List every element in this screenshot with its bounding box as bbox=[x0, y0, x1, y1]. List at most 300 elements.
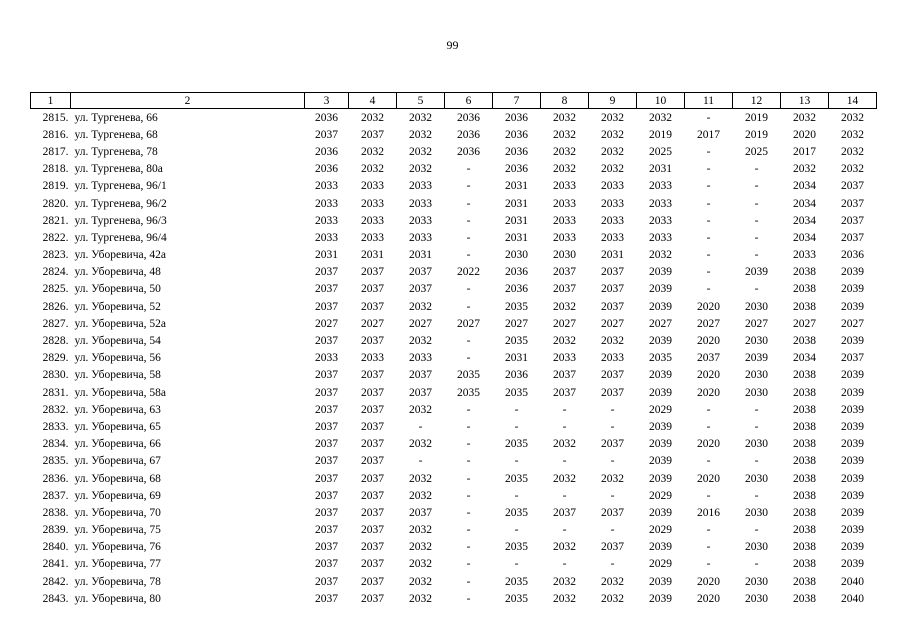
year-cell-col-6: - bbox=[466, 420, 471, 433]
address-cell: ул. Уборевича, 77 bbox=[74, 558, 161, 571]
year-cell-col-4: 2033 bbox=[361, 352, 384, 365]
year-cell-col-4: 2037 bbox=[361, 128, 384, 141]
year-cell-col-14: 2039 bbox=[841, 266, 864, 279]
year-cell-col-5: 2031 bbox=[409, 249, 432, 262]
year-cell-col-9: 2033 bbox=[601, 197, 624, 210]
year-cell-col-6: - bbox=[466, 197, 471, 210]
column-header-1: 1 bbox=[31, 93, 71, 109]
year-cell-col-13: 2020 bbox=[793, 128, 816, 141]
year-cell-col-10: 2033 bbox=[649, 180, 672, 193]
column-header-10: 10 bbox=[637, 93, 685, 109]
year-cell-col-14: 2037 bbox=[841, 231, 864, 244]
year-cell-col-11: 2017 bbox=[697, 128, 720, 141]
year-cell-col-10: 2029 bbox=[649, 403, 672, 416]
row-number: 2827. bbox=[42, 317, 69, 330]
year-cell-col-12: - bbox=[754, 163, 759, 176]
year-cell-col-12: - bbox=[754, 420, 759, 433]
year-cell-col-6: - bbox=[466, 472, 471, 485]
table-row bbox=[31, 367, 877, 384]
year-cell-col-5: 2032 bbox=[409, 163, 432, 176]
year-cell-col-9: 2037 bbox=[601, 266, 624, 279]
year-cell-col-10: 2033 bbox=[649, 231, 672, 244]
year-cell-col-10: 2039 bbox=[649, 386, 672, 399]
year-cell-col-4: 2032 bbox=[361, 145, 384, 158]
year-cell-col-8: - bbox=[562, 403, 567, 416]
year-cell-col-13: 2034 bbox=[793, 197, 816, 210]
year-cell-col-9: 2032 bbox=[601, 335, 624, 348]
year-cell-col-12: - bbox=[754, 489, 759, 502]
year-cell-col-10: 2039 bbox=[649, 506, 672, 519]
address-cell: ул. Уборевича, 63 bbox=[74, 403, 161, 416]
year-cell-col-10: 2039 bbox=[649, 283, 672, 296]
year-cell-col-13: 2038 bbox=[793, 369, 816, 382]
year-cell-col-9: 2033 bbox=[601, 214, 624, 227]
year-cell-col-3: 2037 bbox=[315, 506, 338, 519]
year-cell-col-10: 2032 bbox=[649, 249, 672, 262]
table-row bbox=[31, 590, 877, 607]
year-cell-col-8: 2033 bbox=[553, 352, 576, 365]
year-cell-col-4: 2037 bbox=[361, 506, 384, 519]
address-cell: ул. Уборевича, 65 bbox=[74, 420, 161, 433]
table-row bbox=[31, 143, 877, 160]
year-cell-col-11: - bbox=[706, 163, 711, 176]
table-row bbox=[31, 522, 877, 539]
year-cell-col-10: 2019 bbox=[649, 128, 672, 141]
year-cell-col-9: 2037 bbox=[601, 283, 624, 296]
year-cell-col-9: 2032 bbox=[601, 592, 624, 605]
schedule-table bbox=[30, 92, 877, 607]
year-cell-col-13: 2038 bbox=[793, 438, 816, 451]
year-cell-col-11: - bbox=[706, 111, 711, 124]
table-row bbox=[31, 384, 877, 401]
year-cell-col-5: 2032 bbox=[409, 438, 432, 451]
year-cell-col-9: - bbox=[610, 524, 615, 537]
year-cell-col-7: - bbox=[514, 455, 519, 468]
year-cell-col-9: - bbox=[610, 558, 615, 571]
address-cell: ул. Уборевича, 78 bbox=[74, 575, 161, 588]
year-cell-col-4: 2037 bbox=[361, 541, 384, 554]
year-cell-col-12: 2019 bbox=[745, 111, 768, 124]
year-cell-col-10: 2039 bbox=[649, 575, 672, 588]
year-cell-col-3: 2037 bbox=[315, 575, 338, 588]
year-cell-col-7: 2036 bbox=[505, 128, 528, 141]
table-row bbox=[31, 195, 877, 212]
year-cell-col-12: 2030 bbox=[745, 506, 768, 519]
address-cell: ул. Уборевича, 52 bbox=[74, 300, 161, 313]
year-cell-col-5: 2033 bbox=[409, 231, 432, 244]
year-cell-col-8: 2033 bbox=[553, 231, 576, 244]
year-cell-col-11: - bbox=[706, 403, 711, 416]
year-cell-col-7: 2035 bbox=[505, 575, 528, 588]
year-cell-col-5: - bbox=[418, 455, 423, 468]
year-cell-col-3: 2033 bbox=[315, 214, 338, 227]
column-header-4: 4 bbox=[349, 93, 397, 109]
year-cell-col-8: 2032 bbox=[553, 541, 576, 554]
year-cell-col-12: - bbox=[754, 403, 759, 416]
year-cell-col-13: 2038 bbox=[793, 386, 816, 399]
year-cell-col-14: 2039 bbox=[841, 541, 864, 554]
year-cell-col-8: 2032 bbox=[553, 111, 576, 124]
row-number: 2834. bbox=[42, 438, 69, 451]
year-cell-col-7: - bbox=[514, 420, 519, 433]
table-body bbox=[31, 109, 877, 608]
year-cell-col-9: 2037 bbox=[601, 438, 624, 451]
year-cell-col-11: 2020 bbox=[697, 438, 720, 451]
address-cell: ул. Уборевича, 75 bbox=[74, 524, 161, 537]
year-cell-col-13: 2038 bbox=[793, 472, 816, 485]
year-cell-col-10: 2029 bbox=[649, 524, 672, 537]
year-cell-col-6: - bbox=[466, 541, 471, 554]
year-cell-col-4: 2037 bbox=[361, 283, 384, 296]
year-cell-col-9: 2037 bbox=[601, 300, 624, 313]
year-cell-col-9: 2037 bbox=[601, 386, 624, 399]
year-cell-col-13: 2038 bbox=[793, 506, 816, 519]
row-number: 2820. bbox=[42, 197, 69, 210]
row-number: 2824. bbox=[42, 266, 69, 279]
year-cell-col-5: 2032 bbox=[409, 128, 432, 141]
year-cell-col-6: - bbox=[466, 283, 471, 296]
table-row bbox=[31, 332, 877, 349]
year-cell-col-12: 2030 bbox=[745, 386, 768, 399]
year-cell-col-14: 2039 bbox=[841, 506, 864, 519]
year-cell-col-13: 2038 bbox=[793, 300, 816, 313]
year-cell-col-5: 2032 bbox=[409, 472, 432, 485]
year-cell-col-3: 2037 bbox=[315, 335, 338, 348]
year-cell-col-5: 2027 bbox=[409, 317, 432, 330]
year-cell-col-11: - bbox=[706, 214, 711, 227]
year-cell-col-9: 2032 bbox=[601, 111, 624, 124]
year-cell-col-10: 2029 bbox=[649, 489, 672, 502]
year-cell-col-9: - bbox=[610, 420, 615, 433]
year-cell-col-7: 2035 bbox=[505, 438, 528, 451]
year-cell-col-13: 2033 bbox=[793, 249, 816, 262]
year-cell-col-6: - bbox=[466, 524, 471, 537]
table-row bbox=[31, 315, 877, 332]
year-cell-col-11: 2037 bbox=[697, 352, 720, 365]
year-cell-col-5: 2032 bbox=[409, 524, 432, 537]
row-number: 2829. bbox=[42, 352, 69, 365]
year-cell-col-12: 2039 bbox=[745, 266, 768, 279]
year-cell-col-6: 2035 bbox=[457, 386, 480, 399]
address-cell: ул. Уборевича, 69 bbox=[74, 489, 161, 502]
year-cell-col-5: 2032 bbox=[409, 300, 432, 313]
year-cell-col-12: - bbox=[754, 283, 759, 296]
year-cell-col-3: 2036 bbox=[315, 145, 338, 158]
year-cell-col-9: 2027 bbox=[601, 317, 624, 330]
year-cell-col-3: 2037 bbox=[315, 541, 338, 554]
year-cell-col-10: 2039 bbox=[649, 420, 672, 433]
year-cell-col-12: - bbox=[754, 214, 759, 227]
year-cell-col-9: 2032 bbox=[601, 145, 624, 158]
year-cell-col-13: 2038 bbox=[793, 524, 816, 537]
year-cell-col-8: 2032 bbox=[553, 335, 576, 348]
year-cell-col-10: 2031 bbox=[649, 163, 672, 176]
year-cell-col-4: 2037 bbox=[361, 592, 384, 605]
year-cell-col-4: 2037 bbox=[361, 558, 384, 571]
year-cell-col-3: 2033 bbox=[315, 352, 338, 365]
year-cell-col-4: 2037 bbox=[361, 300, 384, 313]
address-cell: ул. Уборевича, 80 bbox=[74, 592, 161, 605]
year-cell-col-11: 2020 bbox=[697, 300, 720, 313]
year-cell-col-8: - bbox=[562, 489, 567, 502]
year-cell-col-8: 2037 bbox=[553, 283, 576, 296]
address-cell: ул. Тургенева, 68 bbox=[74, 128, 158, 141]
address-cell: ул. Тургенева, 96/1 bbox=[74, 180, 167, 193]
table-row bbox=[31, 126, 877, 143]
row-number: 2835. bbox=[42, 455, 69, 468]
year-cell-col-5: 2032 bbox=[409, 558, 432, 571]
year-cell-col-12: 2030 bbox=[745, 438, 768, 451]
year-cell-col-7: - bbox=[514, 524, 519, 537]
year-cell-col-5: 2032 bbox=[409, 145, 432, 158]
year-cell-col-4: 2037 bbox=[361, 575, 384, 588]
year-cell-col-13: 2038 bbox=[793, 489, 816, 502]
year-cell-col-10: 2039 bbox=[649, 369, 672, 382]
year-cell-col-11: - bbox=[706, 524, 711, 537]
year-cell-col-13: 2034 bbox=[793, 214, 816, 227]
table-row bbox=[31, 178, 877, 195]
year-cell-col-9: 2033 bbox=[601, 180, 624, 193]
year-cell-col-9: - bbox=[610, 455, 615, 468]
year-cell-col-8: 2032 bbox=[553, 592, 576, 605]
address-cell: ул. Уборевича, 42а bbox=[74, 249, 166, 262]
year-cell-col-6: 2022 bbox=[457, 266, 480, 279]
year-cell-col-10: 2039 bbox=[649, 541, 672, 554]
row-number: 2816. bbox=[42, 128, 69, 141]
year-cell-col-11: - bbox=[706, 489, 711, 502]
year-cell-col-5: 2037 bbox=[409, 266, 432, 279]
year-cell-col-12: - bbox=[754, 180, 759, 193]
year-cell-col-4: 2037 bbox=[361, 472, 384, 485]
table-row bbox=[31, 487, 877, 504]
year-cell-col-12: - bbox=[754, 231, 759, 244]
year-cell-col-11: - bbox=[706, 558, 711, 571]
row-number: 2826. bbox=[42, 300, 69, 313]
year-cell-col-8: - bbox=[562, 524, 567, 537]
year-cell-col-13: 2038 bbox=[793, 335, 816, 348]
year-cell-col-8: - bbox=[562, 455, 567, 468]
year-cell-col-11: 2020 bbox=[697, 575, 720, 588]
year-cell-col-7: 2035 bbox=[505, 506, 528, 519]
row-number: 2832. bbox=[42, 403, 69, 416]
year-cell-col-14: 2039 bbox=[841, 403, 864, 416]
year-cell-col-14: 2032 bbox=[841, 111, 864, 124]
year-cell-col-14: 2040 bbox=[841, 592, 864, 605]
year-cell-col-13: 2034 bbox=[793, 180, 816, 193]
year-cell-col-9: 2032 bbox=[601, 163, 624, 176]
year-cell-col-7: 2030 bbox=[505, 249, 528, 262]
year-cell-col-13: 2038 bbox=[793, 420, 816, 433]
year-cell-col-7: 2036 bbox=[505, 163, 528, 176]
year-cell-col-3: 2037 bbox=[315, 455, 338, 468]
year-cell-col-12: - bbox=[754, 524, 759, 537]
year-cell-col-13: 2038 bbox=[793, 592, 816, 605]
year-cell-col-12: 2030 bbox=[745, 575, 768, 588]
year-cell-col-13: 2038 bbox=[793, 541, 816, 554]
year-cell-col-3: 2036 bbox=[315, 163, 338, 176]
year-cell-col-6: - bbox=[466, 558, 471, 571]
column-header-12: 12 bbox=[733, 93, 781, 109]
year-cell-col-6: 2036 bbox=[457, 145, 480, 158]
address-cell: ул. Уборевича, 58а bbox=[74, 386, 166, 399]
row-number: 2828. bbox=[42, 335, 69, 348]
year-cell-col-7: 2035 bbox=[505, 386, 528, 399]
year-cell-col-4: 2037 bbox=[361, 335, 384, 348]
table-row bbox=[31, 350, 877, 367]
year-cell-col-7: 2027 bbox=[505, 317, 528, 330]
year-cell-col-14: 2036 bbox=[841, 249, 864, 262]
address-cell: ул. Уборевича, 50 bbox=[74, 283, 161, 296]
year-cell-col-6: 2035 bbox=[457, 369, 480, 382]
row-number: 2833. bbox=[42, 420, 69, 433]
year-cell-col-9: 2033 bbox=[601, 231, 624, 244]
year-cell-col-13: 2032 bbox=[793, 111, 816, 124]
year-cell-col-10: 2039 bbox=[649, 335, 672, 348]
year-cell-col-11: - bbox=[706, 197, 711, 210]
year-cell-col-3: 2037 bbox=[315, 300, 338, 313]
year-cell-col-9: 2033 bbox=[601, 352, 624, 365]
year-cell-col-7: - bbox=[514, 403, 519, 416]
year-cell-col-6: - bbox=[466, 180, 471, 193]
year-cell-col-10: 2039 bbox=[649, 472, 672, 485]
year-cell-col-14: 2039 bbox=[841, 472, 864, 485]
year-cell-col-10: 2039 bbox=[649, 300, 672, 313]
row-number: 2823. bbox=[42, 249, 69, 262]
row-number: 2825. bbox=[42, 283, 69, 296]
table-row bbox=[31, 470, 877, 487]
year-cell-col-9: 2037 bbox=[601, 369, 624, 382]
page-number: 99 bbox=[446, 38, 459, 52]
year-cell-col-6: - bbox=[466, 403, 471, 416]
year-cell-col-7: 2035 bbox=[505, 472, 528, 485]
address-cell: ул. Тургенева, 96/4 bbox=[74, 231, 167, 244]
row-number: 2840. bbox=[42, 541, 69, 554]
year-cell-col-8: - bbox=[562, 420, 567, 433]
year-cell-col-3: 2037 bbox=[315, 420, 338, 433]
year-cell-col-13: 2032 bbox=[793, 163, 816, 176]
year-cell-col-8: 2032 bbox=[553, 438, 576, 451]
row-number: 2821. bbox=[42, 214, 69, 227]
year-cell-col-6: 2027 bbox=[457, 317, 480, 330]
year-cell-col-6: 2036 bbox=[457, 128, 480, 141]
year-cell-col-6: 2036 bbox=[457, 111, 480, 124]
year-cell-col-8: 2033 bbox=[553, 214, 576, 227]
row-number: 2837. bbox=[42, 489, 69, 502]
year-cell-col-7: 2035 bbox=[505, 592, 528, 605]
year-cell-col-3: 2037 bbox=[315, 438, 338, 451]
year-cell-col-14: 2039 bbox=[841, 558, 864, 571]
year-cell-col-11: 2020 bbox=[697, 386, 720, 399]
year-cell-col-5: 2037 bbox=[409, 369, 432, 382]
address-cell: ул. Тургенева, 96/3 bbox=[74, 214, 167, 227]
year-cell-col-4: 2027 bbox=[361, 317, 384, 330]
table-row bbox=[31, 453, 877, 470]
year-cell-col-10: 2027 bbox=[649, 317, 672, 330]
year-cell-col-13: 2038 bbox=[793, 558, 816, 571]
year-cell-col-14: 2037 bbox=[841, 352, 864, 365]
address-cell: ул. Уборевича, 56 bbox=[74, 352, 161, 365]
year-cell-col-3: 2037 bbox=[315, 266, 338, 279]
year-cell-col-3: 2037 bbox=[315, 524, 338, 537]
year-cell-col-14: 2039 bbox=[841, 455, 864, 468]
column-header-2: 2 bbox=[71, 93, 305, 109]
year-cell-col-12: 2030 bbox=[745, 541, 768, 554]
address-cell: ул. Уборевича, 76 bbox=[74, 541, 161, 554]
year-cell-col-13: 2017 bbox=[793, 145, 816, 158]
row-number: 2815. bbox=[42, 111, 69, 124]
address-cell: ул. Уборевича, 58 bbox=[74, 369, 161, 382]
year-cell-col-14: 2039 bbox=[841, 386, 864, 399]
year-cell-col-6: - bbox=[466, 249, 471, 262]
year-cell-col-10: 2033 bbox=[649, 197, 672, 210]
year-cell-col-7: 2031 bbox=[505, 352, 528, 365]
year-cell-col-4: 2033 bbox=[361, 214, 384, 227]
year-cell-col-9: - bbox=[610, 403, 615, 416]
year-cell-col-9: 2032 bbox=[601, 128, 624, 141]
year-cell-col-6: - bbox=[466, 300, 471, 313]
year-cell-col-3: 2037 bbox=[315, 558, 338, 571]
table-row bbox=[31, 436, 877, 453]
year-cell-col-5: 2033 bbox=[409, 214, 432, 227]
year-cell-col-9: 2032 bbox=[601, 472, 624, 485]
year-cell-col-14: 2032 bbox=[841, 145, 864, 158]
year-cell-col-7: 2031 bbox=[505, 231, 528, 244]
year-cell-col-10: 2039 bbox=[649, 438, 672, 451]
header-row bbox=[31, 93, 877, 109]
year-cell-col-6: - bbox=[466, 506, 471, 519]
year-cell-col-6: - bbox=[466, 489, 471, 502]
column-header-13: 13 bbox=[781, 93, 829, 109]
year-cell-col-3: 2037 bbox=[315, 283, 338, 296]
row-number: 2818. bbox=[42, 163, 69, 176]
year-cell-col-3: 2037 bbox=[315, 472, 338, 485]
address-cell: ул. Уборевича, 54 bbox=[74, 335, 161, 348]
year-cell-col-11: 2027 bbox=[697, 317, 720, 330]
year-cell-col-12: - bbox=[754, 197, 759, 210]
year-cell-col-12: 2027 bbox=[745, 317, 768, 330]
year-cell-col-7: 2036 bbox=[505, 266, 528, 279]
year-cell-col-5: 2032 bbox=[409, 403, 432, 416]
year-cell-col-3: 2031 bbox=[315, 249, 338, 262]
year-cell-col-6: - bbox=[466, 592, 471, 605]
column-header-14: 14 bbox=[829, 93, 877, 109]
address-cell: ул. Тургенева, 78 bbox=[74, 145, 158, 158]
table-row bbox=[31, 212, 877, 229]
year-cell-col-14: 2039 bbox=[841, 489, 864, 502]
year-cell-col-11: - bbox=[706, 266, 711, 279]
year-cell-col-13: 2034 bbox=[793, 352, 816, 365]
table-header bbox=[31, 93, 877, 109]
year-cell-col-8: 2033 bbox=[553, 180, 576, 193]
year-cell-col-14: 2039 bbox=[841, 438, 864, 451]
year-cell-col-14: 2039 bbox=[841, 300, 864, 313]
table-row bbox=[31, 109, 877, 127]
row-number: 2839. bbox=[42, 524, 69, 537]
year-cell-col-8: 2032 bbox=[553, 145, 576, 158]
year-cell-col-5: 2033 bbox=[409, 197, 432, 210]
year-cell-col-11: - bbox=[706, 541, 711, 554]
year-cell-col-5: 2033 bbox=[409, 352, 432, 365]
year-cell-col-14: 2039 bbox=[841, 283, 864, 296]
year-cell-col-13: 2034 bbox=[793, 231, 816, 244]
year-cell-col-13: 2038 bbox=[793, 283, 816, 296]
year-cell-col-7: 2036 bbox=[505, 111, 528, 124]
year-cell-col-10: 2033 bbox=[649, 214, 672, 227]
year-cell-col-8: 2032 bbox=[553, 575, 576, 588]
year-cell-col-14: 2040 bbox=[841, 575, 864, 588]
year-cell-col-3: 2037 bbox=[315, 403, 338, 416]
year-cell-col-11: - bbox=[706, 231, 711, 244]
